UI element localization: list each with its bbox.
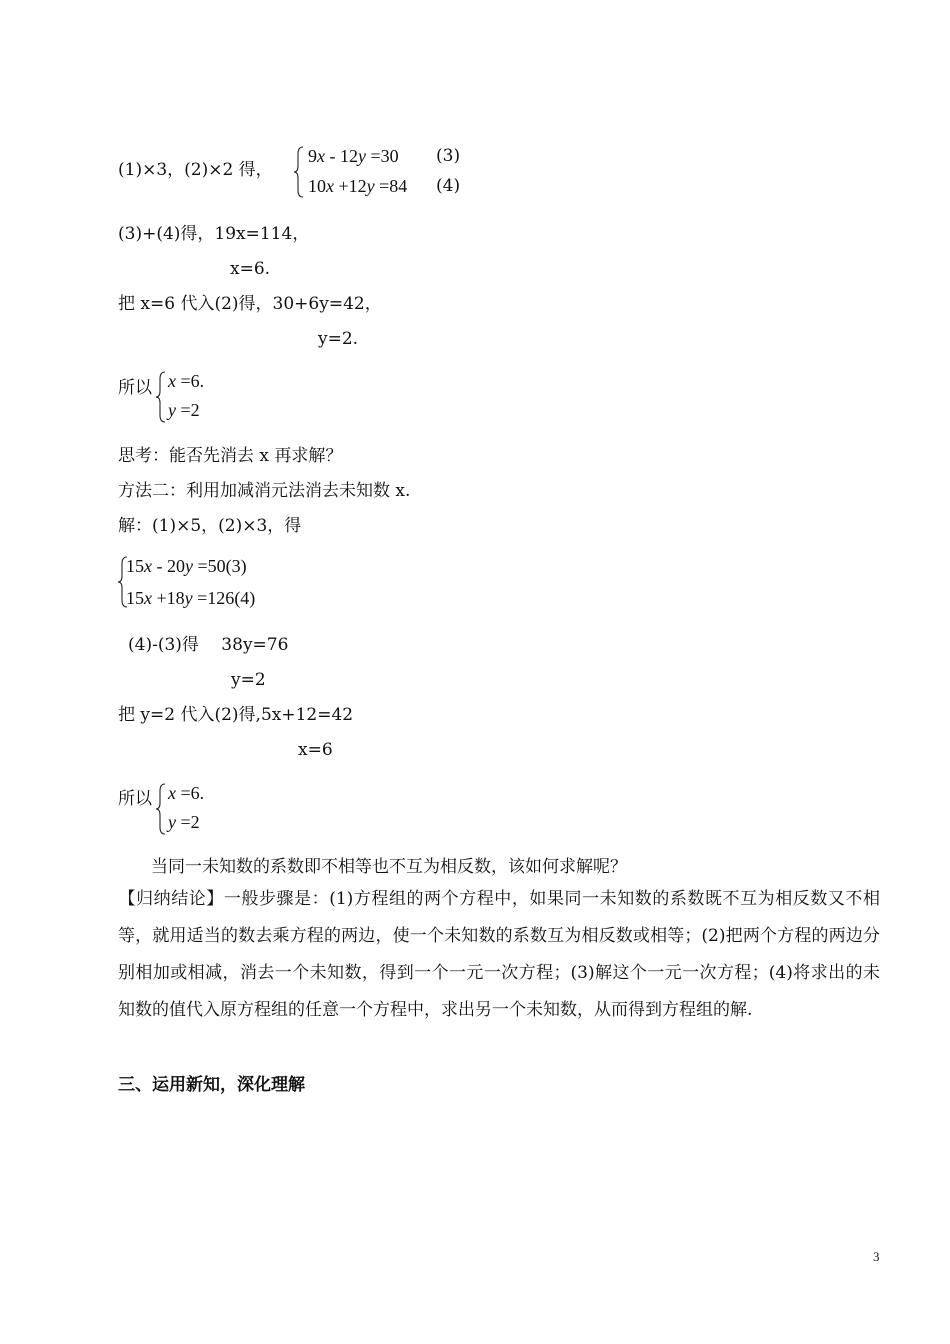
system1-tag-3: (3) — [436, 146, 461, 166]
brace-icon — [156, 783, 166, 835]
result-y-line: y=2. — [318, 329, 359, 349]
step-multiply-line: (1)×3，(2)×2 得， — [118, 160, 273, 180]
therefore-label-2: 所以 — [118, 789, 152, 809]
solution2-y: y =2 — [168, 812, 200, 832]
think-question: 思考：能否先消去 x 再求解？ — [118, 446, 343, 466]
method-two-heading: 方法二：利用加减消元法消去未知数 x. — [118, 481, 411, 501]
system2-tag-3: (3) — [225, 556, 247, 576]
page-number: 3 — [873, 1249, 880, 1264]
question-paragraph: 当同一未知数的系数即不相等也不互为相反数，该如何求解呢？ — [151, 857, 627, 877]
system2-tag-4: (4) — [234, 588, 256, 608]
system1-tag-4: (4) — [436, 176, 461, 196]
solution1-y: y =2 — [168, 400, 200, 420]
summary-paragraph: 【归纳结论】一般步骤是：(1)方程组的两个方程中，如果同一未知数的系数既不互为相反数又不相等，就用适当的数去乘方程的两边，使一个未知数的系数互为相反数或相等；(2)把两个方程的两边分别相加或相减，消去一个未知数，得到一个一元一次方程；(3)解这个一元一次方程；(4)将求出的未知数的值代入原方程组的任意一个方程中，求出另一个未知数，从而得到方程组的解. — [118, 889, 880, 1020]
system1-equation-1: 9x - 12y =30 — [308, 146, 399, 166]
step-subtract-line: (4)-(3)得 38y=76 — [128, 635, 289, 655]
solution2-x: x =6. — [168, 783, 205, 803]
result-x-line-2: x=6 — [298, 740, 333, 760]
system2-equation-1: 15x - 20y =50(3) — [126, 556, 247, 576]
therefore-label-1: 所以 — [118, 378, 152, 398]
system1-equation-2: 10x +12y =84 — [308, 176, 408, 196]
step-add-line: (3)+(4)得，19x=114， — [118, 224, 310, 244]
section-three-heading: 三、运用新知，深化理解 — [118, 1075, 305, 1095]
solution-start-line: 解：(1)×5，(2)×3，得 — [118, 516, 302, 536]
substitute-line-2: 把 y=2 代入(2)得,5x+12=42 — [118, 705, 354, 725]
result-y-line-2: y=2 — [231, 670, 266, 690]
system2-equation-2: 15x +18y =126(4) — [126, 588, 256, 608]
substitute-line: 把 x=6 代入(2)得，30+6y=42， — [118, 294, 382, 314]
result-x-line: x=6. — [230, 259, 271, 279]
brace-icon — [294, 146, 304, 198]
solution1-x: x =6. — [168, 371, 205, 391]
brace-icon — [156, 371, 166, 423]
